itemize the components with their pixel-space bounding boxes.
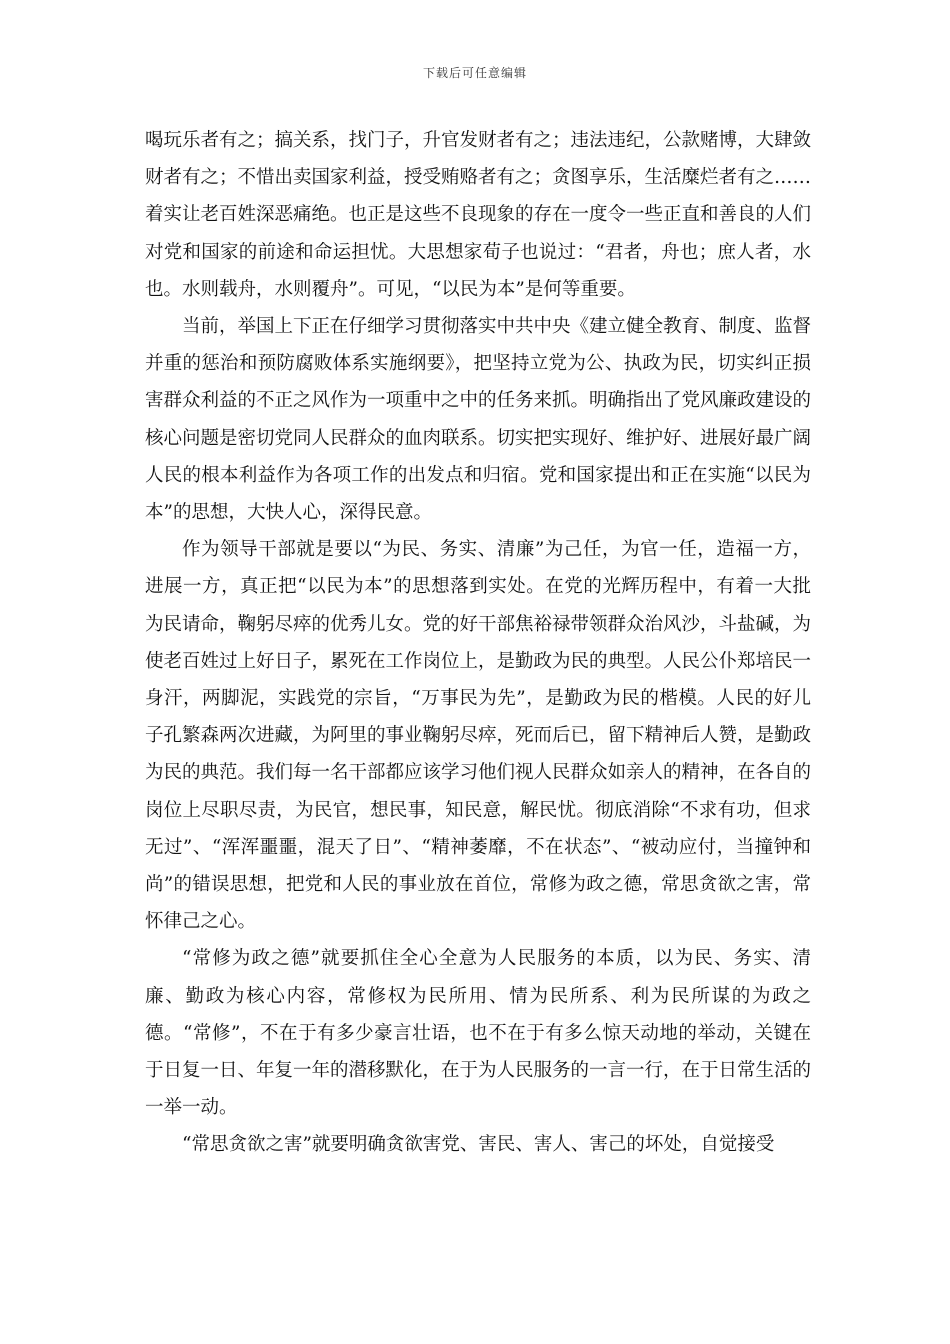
paragraph-2: 当前，举国上下正在仔细学习贯彻落实中共中央《建立健全教育、制度、监督并重的惩治和预防腐败体系实施纲要》，把坚持立党为公、执政为民，切实纠正损害群众利益的不正之风作为一项重中之中的任务来抓。明确指出了党风廉政建设的核心问题是密切党同人民群众的血肉联系。切实把实现好、维护好、进展好最广阔人民的根本利益作为各项工作的出发点和归宿。党和国家提出和正在实施“以民为本”的思想，大快人心，深得民意。 <box>145 316 812 524</box>
document-body <box>145 122 811 1164</box>
paragraph-4: “常修为政之德”就要抓住全心全意为人民服务的本质，以为民、务实、清廉、勤政为核心内容，常修权为民所用、情为民所系、利为民所谋的为政之德。“常修”，不在于有多少豪言壮语，也不在于有多么惊天动地的举动，关键在于日复一日、年复一年的潜移默化，在于为人民服务的一言一行，在于日常生活的一举一动。 <box>145 948 812 1119</box>
page-header-note: 下载后可任意编辑 <box>422 66 527 80</box>
paragraph-1: 喝玩乐者有之；搞关系，找门子，升官发财者有之；违法违纪，公款赌博，大肆敛财者有之；不惜出卖国家利益，授受贿赂者有之；贪图享乐，生活糜烂者有之……着实让老百姓深恶痛绝。也正是这些不良现象的存在一度令一些正直和善良的人们对党和国家的前途和命运担忧。大思想家荀子也说过：“君者，舟也；庶人者，水也。水则载舟，水则覆舟”。可见，“以民为本”是何等重要。 <box>145 130 812 300</box>
paragraph-3: 作为领导干部就是要以“为民、务实、清廉”为己任，为官一任，造福一方，进展一方，真正把“以民为本”的思想落到实处。在党的光辉历程中，有着一大批为民请命，鞠躬尽瘁的优秀儿女。党的好干部焦裕禄带领群众治风沙，斗盐碱，为使老百姓过上好日子，累死在工作岗位上，是勤政为民的典型。人民公仆郑培民一身汗，两脚泥，实践党的宗旨，“万事民为先”，是勤政为民的楷模。人民的好儿子孔繁森两次进藏，为阿里的事业鞠躬尽瘁，死而后已，留下精神后人赞，是勤政为民的典范。我们每一名干部都应该学习他们视人民群众如亲人的精神，在各自的岗位上尽职尽责，为民官，想民事，知民意，解民忧。彻底消除“不求有功，但求无过”、“浑浑噩噩，混天了日”、“精神萎靡，不在状态”、“被动应付，当撞钟和尚”的错误思想，把党和人民的事业放在首位，常修为政之德，常思贪欲之害，常怀律己之心。 <box>145 539 812 933</box>
paragraph-5: “常思贪欲之害”就要明确贪欲害党、害民、害人、害己的坏处，自觉接受 <box>182 1134 775 1156</box>
